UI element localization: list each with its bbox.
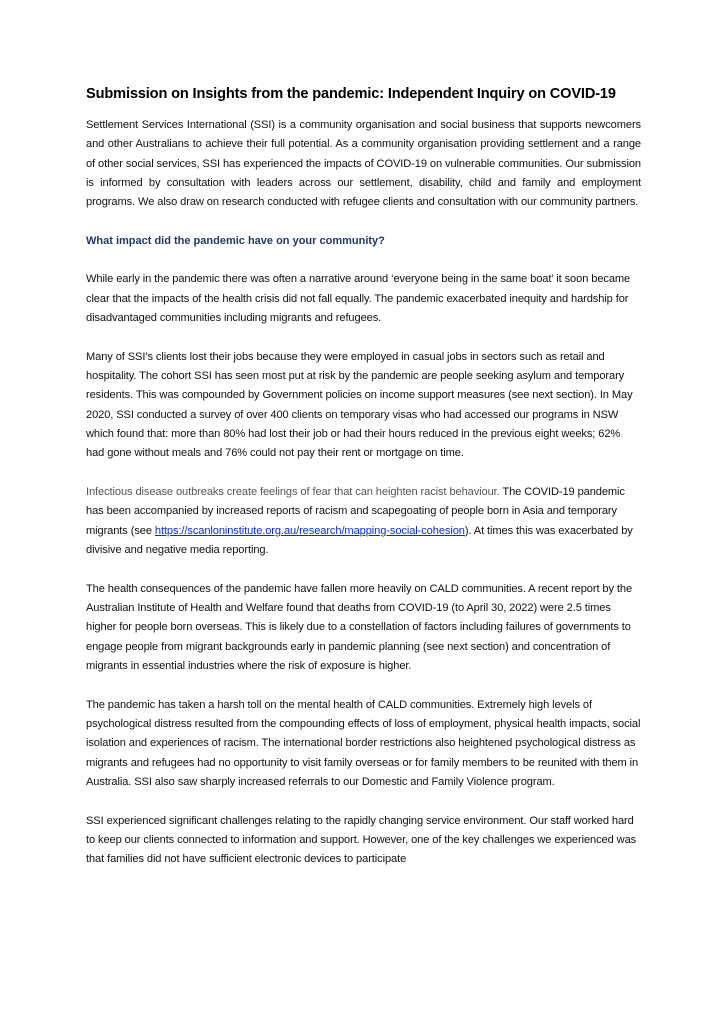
scanlon-institute-link[interactable]: https://scanloninstitute.org.au/research/mapping-social-cohesion bbox=[154, 524, 465, 537]
racism-text-after-link: ). At times this was exacerbated by divisive and negative media reporting. bbox=[86, 524, 633, 557]
spacer bbox=[86, 328, 641, 348]
spacer bbox=[86, 464, 641, 484]
paragraph-racism bbox=[86, 483, 641, 560]
section-heading: What impact did the pandemic have on your community? bbox=[86, 234, 385, 247]
document-content bbox=[86, 86, 641, 870]
racism-light-sentence: Infectious disease outbreaks create feelings of fear that can heighten racist behaviour. bbox=[86, 486, 500, 499]
document-title: Submission on Insights from the pandemic: Independent Inquiry on COVID-19 bbox=[86, 86, 616, 102]
paragraph-lost-jobs: Many of SSI’s clients lost their jobs because they were employed in casual jobs in sectors such as retail and hospitality. The cohort SSI has seen most put at risk by the pandemic are people seeking asylum and temporary residents. This was compounded by Government policies on income support measures (see next section). In May 2020, SSI conducted a survey of over 400 clients on temporary visas who had accessed our programs in NSW which found that: more than 80% had lost their job or had their hours reduced in the previous eight weeks; 62% had gone without meals and 76% could not pay their rent or mortgage on time. bbox=[86, 350, 633, 460]
racism-text-before-link: The COVID-19 pandemic has been accompanied by increased reports of racism and scapegoating of people born in Asia and temporary migrants (see bbox=[86, 486, 625, 537]
paragraph-same-boat: While early in the pandemic there was often a narrative around ‘everyone being in the same boat’ it soon became clear that the impacts of the health crisis did not fall equally. The pandemic exacerbated inequity and hardship for disadvantaged communities including migrants and refugees. bbox=[86, 273, 631, 325]
paragraph-service-challenges: SSI experienced significant challenges relating to the rapidly changing service environment. Our staff worked hard to keep our clients connected to information and support. However, one of the key challenges we experienced was that families did not have sufficient electronic devices to participate bbox=[86, 814, 637, 866]
spacer bbox=[86, 212, 641, 232]
spacer bbox=[86, 560, 641, 580]
spacer bbox=[86, 676, 641, 696]
spacer bbox=[86, 251, 641, 271]
spacer bbox=[86, 792, 641, 812]
paragraph-mental-health: The pandemic has taken a harsh toll on the mental health of CALD communities. Extremely high levels of psychological distress resulted from the compounding effects of loss of employment, physical health impacts, social isolation and experiences of racism. The international border restrictions also heightened psychological distress as migrants and refugees had no opportunity to visit family overseas or for family members to be reunited with them in Australia. SSI also saw sharply increased referrals to our Domestic and Family Violence program. bbox=[86, 698, 641, 789]
paragraph-health-consequences: The health consequences of the pandemic have fallen more heavily on CALD communities. A recent report by the Australian Institute of Health and Welfare found that deaths from COVID-19 (to April 30, 2022) were 2.5 times higher for people born overseas. This is likely due to a constellation of factors including failures of governments to engage people from migrant backgrounds early in pandemic planning (see next section) and concentration of migrants in essential industries where the risk of exposure is higher. bbox=[86, 582, 633, 673]
intro-paragraph: Settlement Services International (SSI) is a community organisation and social business that supports newcomers and other Australians to achieve their full potential. As a community organisation providing settlement and a range of other social services, SSI has experienced the impacts of COVID-19 on vulnerable communities. Our submission is informed by consultation with leaders across our settlement, disability, child and family and employment programs. We also draw on research conducted with refugee clients and consultation with our community partners. bbox=[86, 119, 641, 209]
